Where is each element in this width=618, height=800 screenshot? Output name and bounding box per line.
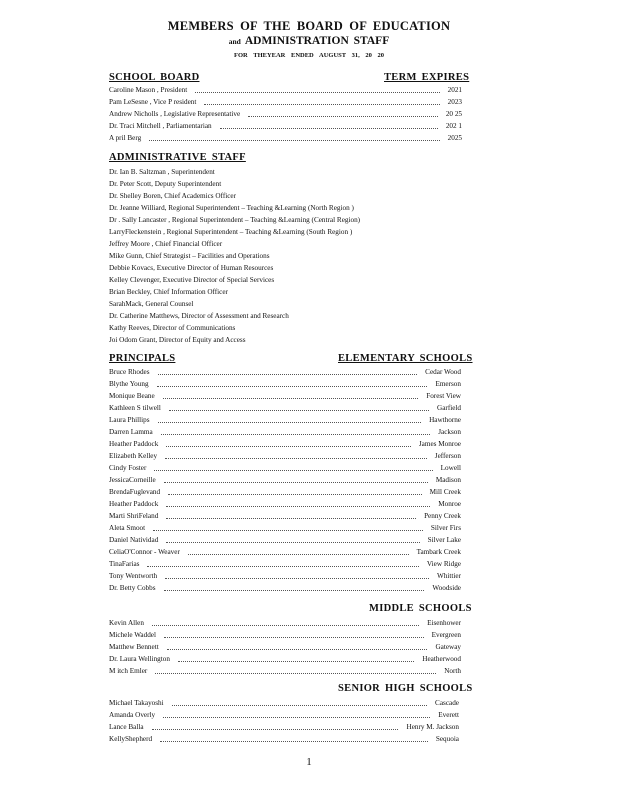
term-expires-heading: TERM EXPIRES <box>384 72 470 83</box>
administrative-staff-heading: ADMINISTRATIVE STAFF <box>109 152 246 163</box>
entry-name: Bruce Rhodes <box>109 368 150 376</box>
senior-principal-row <box>109 709 459 721</box>
elementary-principal-row <box>109 378 461 390</box>
entry-name: Monique Beane <box>109 392 155 400</box>
elementary-principal-row <box>109 570 461 582</box>
staff-line: Dr . Sally Lancaster , Regional Superintendent – Teaching &Learning (Central Region) <box>109 216 361 224</box>
staff-line: Kelley Clevenger, Executive Director of Special Services <box>109 276 275 284</box>
entry-value: Silver Firs <box>430 524 461 532</box>
dot-leader <box>169 410 429 411</box>
subtitle-text: ADMINISTRATION STAFF <box>244 35 390 47</box>
entry-name: A pril Berg <box>109 134 142 142</box>
staff-line: Jeffrey Moore , Chief Financial Officer <box>109 240 223 248</box>
dot-leader <box>163 398 418 399</box>
dot-leader <box>149 140 440 141</box>
middle-principal-row <box>109 641 461 653</box>
entry-name: Cindy Foster <box>109 464 147 472</box>
middle-principal-row <box>109 617 461 629</box>
dot-leader <box>167 649 427 650</box>
entry-value: Whittier <box>437 572 461 580</box>
staff-line: Dr. Catherine Matthews, Director of Assessment and Research <box>109 312 289 320</box>
staff-line: Dr. Ian B. Saltzman , Superintendent <box>109 168 215 176</box>
elementary-principal-row <box>109 534 461 546</box>
entry-name: Caroline Mason , President <box>109 86 188 94</box>
dot-leader <box>158 374 417 375</box>
entry-name: Michele Waddel <box>109 631 156 639</box>
dot-leader <box>166 506 430 507</box>
entry-name: Heather Paddock <box>109 440 159 448</box>
entry-value: Forest View <box>426 392 461 400</box>
elementary-principal-row <box>109 426 461 438</box>
elementary-principal-row <box>109 558 461 570</box>
school-board-heading: SCHOOL BOARD <box>109 72 200 83</box>
dot-leader <box>166 518 416 519</box>
entry-value: View Ridge <box>426 560 461 568</box>
staff-line: LarryFleckenstein , Regional Superintendent – Teaching &Learning (South Region ) <box>109 228 353 236</box>
entry-value: 2023 <box>447 98 462 106</box>
entry-value: 20 25 <box>445 110 462 118</box>
entry-value: Sequoia <box>435 735 459 743</box>
entry-name: TinaFarias <box>109 560 140 568</box>
school-board-row <box>109 120 462 132</box>
middle-principal-row <box>109 665 461 677</box>
document-subtitle <box>0 35 618 47</box>
entry-value: Penny Creek <box>424 512 461 520</box>
entry-value: Tambark Creek <box>416 548 461 556</box>
staff-line: SarahMack, General Counsel <box>109 300 194 308</box>
entry-value: Garfield <box>437 404 461 412</box>
elementary-principal-row <box>109 366 461 378</box>
entry-value: Evergreen <box>431 631 461 639</box>
entry-value: Woodside <box>432 584 461 592</box>
elementary-principal-row <box>109 438 461 450</box>
dot-leader <box>157 386 427 387</box>
document-period: FOR THEYEAR ENDED AUGUST 31, 20 20 <box>234 52 384 59</box>
senior-principal-row <box>109 733 459 745</box>
entry-value: Monroe <box>438 500 461 508</box>
entry-value: Jefferson <box>434 452 461 460</box>
dot-leader <box>166 542 420 543</box>
entry-name: Matthew Bennett <box>109 643 159 651</box>
entry-value: Silver Lake <box>427 536 461 544</box>
entry-name: M itch Emler <box>109 667 148 675</box>
school-board-row <box>109 96 462 108</box>
entry-name: Tony Wentworth <box>109 572 158 580</box>
senior-principal-row <box>109 697 459 709</box>
dot-leader <box>220 128 438 129</box>
entry-name: Marti ShriFeland <box>109 512 159 520</box>
elementary-principal-row <box>109 546 461 558</box>
staff-line: Dr. Jeanne Williard, Regional Superintendent – Teaching &Learning (North Region ) <box>109 204 354 212</box>
staff-line: Joi Odom Grant, Director of Equity and Access <box>109 336 246 344</box>
entry-name: Dr. Traci Mitchell , Parliamentarian <box>109 122 212 130</box>
dot-leader <box>155 673 436 674</box>
entry-value: Jackson <box>438 428 461 436</box>
elementary-schools-heading: ELEMENTARY SCHOOLS <box>338 353 473 364</box>
elementary-principal-row <box>109 510 461 522</box>
entry-name: Kathleen S tilwell <box>109 404 161 412</box>
dot-leader <box>195 92 440 93</box>
entry-value: Eisenhower <box>427 619 461 627</box>
dot-leader <box>178 661 414 662</box>
dot-leader <box>164 637 424 638</box>
entry-name: Pam LeSesne , Vice P resident <box>109 98 197 106</box>
dot-leader <box>160 741 428 742</box>
entry-value: 202 1 <box>445 122 462 130</box>
entry-name: Dr. Betty Cobbs <box>109 584 156 592</box>
entry-value: Hawthorne <box>429 416 461 424</box>
subtitle-prefix: and <box>228 37 241 46</box>
entry-name: Blythe Young <box>109 380 149 388</box>
elementary-principal-row <box>109 486 461 498</box>
dot-leader <box>165 578 429 579</box>
staff-line: Dr. Shelley Boren, Chief Academics Officer <box>109 192 237 200</box>
middle-principal-row <box>109 629 461 641</box>
entry-value: Gateway <box>435 643 461 651</box>
staff-line: Mike Gunn, Chief Strategist – Facilities and Operations <box>109 252 270 260</box>
dot-leader <box>153 530 423 531</box>
elementary-principal-row <box>109 498 461 510</box>
entry-name: Aleta Smoot <box>109 524 146 532</box>
entry-value: Cascade <box>435 699 459 707</box>
dot-leader <box>188 554 409 555</box>
dot-leader <box>161 434 430 435</box>
dot-leader <box>204 104 440 105</box>
middle-schools-heading: MIDDLE SCHOOLS <box>369 603 472 614</box>
entry-value: Cedar Wood <box>425 368 461 376</box>
school-board-row <box>109 108 462 120</box>
staff-line: Debbie Kovacs, Executive Director of Human Resources <box>109 264 274 272</box>
elementary-principal-row <box>109 450 461 462</box>
entry-value: Henry M. Jackson <box>406 723 459 731</box>
dot-leader <box>163 717 430 718</box>
dot-leader <box>152 625 419 626</box>
elementary-principal-row <box>109 582 461 594</box>
dot-leader <box>147 566 419 567</box>
dot-leader <box>164 590 424 591</box>
page-number: 1 <box>306 756 312 768</box>
entry-name: Dr. Laura Wellington <box>109 655 170 663</box>
entry-value: Emerson <box>435 380 461 388</box>
entry-name: Lance Balla <box>109 723 144 731</box>
elementary-principal-row <box>109 402 461 414</box>
elementary-principal-row <box>109 390 461 402</box>
entry-value: James Monroe <box>418 440 461 448</box>
staff-line: Brian Beckley, Chief Information Officer <box>109 288 228 296</box>
staff-line: Dr. Peter Scott, Deputy Superintendent <box>109 180 222 188</box>
elementary-principal-row <box>109 474 461 486</box>
document-title: MEMBERS OF THE BOARD OF EDUCATION <box>167 19 451 33</box>
entry-name: BrendaFuglevand <box>109 488 161 496</box>
dot-leader <box>154 470 433 471</box>
entry-name: Darren Lamma <box>109 428 153 436</box>
entry-name: Laura Phillips <box>109 416 150 424</box>
dot-leader <box>152 729 398 730</box>
entry-name: CeliaO'Connor - Weaver <box>109 548 180 556</box>
senior-principal-row <box>109 721 459 733</box>
entry-name: Amanda Overly <box>109 711 156 719</box>
administrative-staff-list <box>109 166 360 346</box>
entry-name: JessicaCorneille <box>109 476 156 484</box>
entry-name: Heather Paddock <box>109 500 159 508</box>
entry-name: KellyShepherd <box>109 735 153 743</box>
dot-leader <box>168 494 422 495</box>
entry-value: Everett <box>438 711 459 719</box>
entry-value: Mill Creek <box>429 488 461 496</box>
entry-value: Madison <box>435 476 461 484</box>
entry-name: Elizabeth Kelley <box>109 452 158 460</box>
entry-value: Lowell <box>440 464 461 472</box>
elementary-principal-row <box>109 522 461 534</box>
middle-principal-row <box>109 653 461 665</box>
school-board-row <box>109 84 462 96</box>
dot-leader <box>248 116 438 117</box>
dot-leader <box>164 482 428 483</box>
entry-value: North <box>444 667 461 675</box>
elementary-principal-row <box>109 414 461 426</box>
entry-value: 2025 <box>447 134 462 142</box>
dot-leader <box>166 446 411 447</box>
dot-leader <box>172 705 427 706</box>
elementary-principal-row <box>109 462 461 474</box>
dot-leader <box>165 458 427 459</box>
entry-name: Andrew Nicholls , Legislative Representative <box>109 110 241 118</box>
senior-high-schools-heading: SENIOR HIGH SCHOOLS <box>338 683 473 694</box>
entry-name: Michael Takayoshi <box>109 699 164 707</box>
school-board-row <box>109 132 462 144</box>
entry-value: 2021 <box>447 86 462 94</box>
entry-value: Heatherwood <box>422 655 461 663</box>
principals-heading: PRINCIPALS <box>109 353 176 364</box>
dot-leader <box>158 422 421 423</box>
entry-name: Kevin Allen <box>109 619 144 627</box>
staff-line: Kathy Reeves, Director of Communications <box>109 324 236 332</box>
entry-name: Daniel Natividad <box>109 536 159 544</box>
